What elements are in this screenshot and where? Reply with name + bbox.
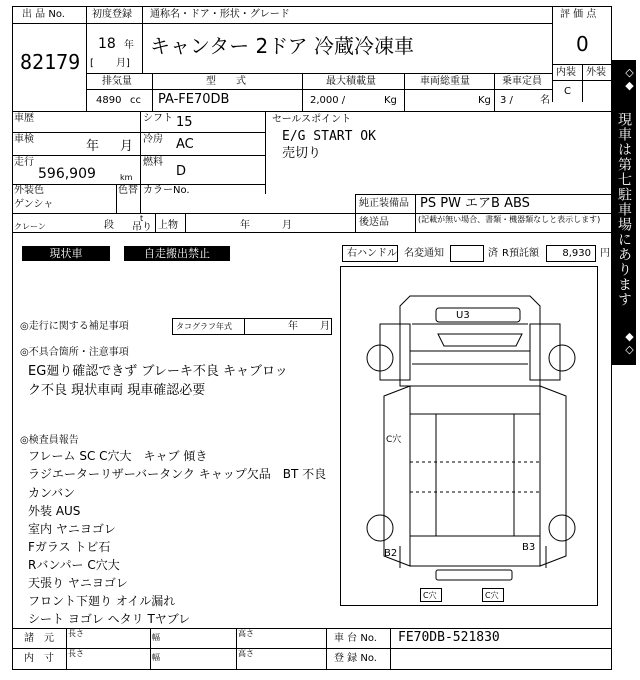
divider bbox=[12, 184, 265, 185]
divider bbox=[326, 628, 327, 670]
interior-grade-label: 内装 bbox=[556, 67, 576, 78]
upper-year: 年 bbox=[240, 220, 250, 231]
aftermarket-label: 後送品 bbox=[359, 217, 389, 228]
tacho-year: 年 bbox=[288, 321, 298, 332]
mark-b3: B3 bbox=[522, 542, 536, 553]
upper-label: 上物 bbox=[158, 220, 178, 231]
displacement-label: 排気量 bbox=[102, 76, 132, 87]
sales-point-line-2: 売切り bbox=[282, 146, 322, 161]
chassis-label: 車 台 No. bbox=[334, 633, 377, 644]
mark-bottom-right: C穴 bbox=[482, 588, 504, 602]
driving-notes-label: ◎走行に関する補足事項 bbox=[20, 321, 129, 332]
mark-bottom-left: C穴 bbox=[420, 588, 442, 602]
inspector-line-4: 外装 AUS bbox=[28, 504, 81, 518]
mark-u3: U3 bbox=[456, 310, 470, 321]
defects-line-2: ク不良 現状車両 現車確認必要 bbox=[28, 383, 206, 398]
side-banner-bottom-mark: ◆◇ bbox=[623, 330, 636, 356]
color-change-label: 色替 bbox=[118, 185, 138, 196]
lot-number: 82179 bbox=[20, 50, 81, 74]
name-change-label: 名変通知 bbox=[404, 248, 444, 259]
recycle-value: 8,930 bbox=[546, 245, 596, 262]
divider bbox=[12, 111, 612, 112]
rear-bumper bbox=[436, 570, 512, 580]
exterior-grade-label: 外装 bbox=[586, 67, 606, 78]
divider bbox=[66, 628, 67, 670]
model-value: PA-FE70DB bbox=[158, 92, 230, 107]
divider bbox=[12, 628, 612, 629]
mileage-unit: km bbox=[120, 173, 133, 182]
interior-width-label: 幅 bbox=[152, 653, 160, 662]
capacity-value: 3 / bbox=[500, 95, 513, 106]
inspector-label: ◎検査員報告 bbox=[20, 435, 79, 446]
sales-point-line-1: E/G START OK bbox=[282, 129, 376, 144]
front-bumper bbox=[436, 308, 520, 322]
current-vehicle-tag: 現状車 bbox=[22, 246, 110, 261]
capacity-unit: 名 bbox=[540, 95, 550, 106]
first-reg-year: 18 bbox=[98, 36, 116, 52]
divider bbox=[12, 232, 612, 233]
chassis-number: FE70DB-521830 bbox=[398, 630, 500, 645]
divider bbox=[390, 628, 391, 670]
divider bbox=[355, 194, 612, 195]
ac-label: 冷房 bbox=[143, 134, 163, 145]
wheel-rear-left bbox=[367, 515, 393, 541]
inspection-label: 車検 bbox=[14, 134, 34, 145]
recycle-label: R預託額 bbox=[502, 248, 539, 259]
divider bbox=[152, 73, 153, 111]
wheel-front-right bbox=[549, 345, 575, 371]
divider bbox=[116, 184, 117, 213]
divider bbox=[236, 628, 237, 670]
divider bbox=[140, 111, 141, 213]
std-equipment-value: PS PW エアB ABS bbox=[420, 196, 530, 211]
divider bbox=[494, 73, 495, 111]
interior-grade: C bbox=[564, 86, 571, 97]
model-label: 型 式 bbox=[206, 76, 246, 87]
wheel-rear-right bbox=[549, 515, 575, 541]
year-unit: 年 bbox=[124, 40, 134, 51]
recycle-unit: 円 bbox=[600, 248, 610, 259]
ext-color-value: ゲンシャ bbox=[14, 199, 54, 210]
spec-height-label: 高さ bbox=[238, 629, 254, 638]
month-unit: 月] bbox=[116, 58, 130, 69]
shift-label: シフト bbox=[143, 113, 173, 124]
truck-diagram bbox=[340, 266, 598, 606]
ext-color-label: 外装色 bbox=[14, 185, 44, 196]
capacity-label: 乗車定員 bbox=[502, 76, 542, 87]
inspector-line-6: Fガラス トビ石 bbox=[28, 540, 111, 554]
grade-label: 評 価 点 bbox=[560, 9, 597, 20]
inspector-line-7: Rバンパー C穴大 bbox=[28, 558, 120, 572]
divider bbox=[142, 6, 143, 73]
std-equipment-label: 純正装備品 bbox=[359, 198, 409, 209]
car-name: キャンター 2ドア 冷蔵冷凍車 bbox=[150, 34, 415, 58]
defects-label: ◎不具合箇所・注意事項 bbox=[20, 347, 129, 358]
aftermarket-note: (記載が無い場合、書類・機器類なしと表示します) bbox=[418, 215, 601, 224]
divider bbox=[244, 318, 245, 335]
divider bbox=[582, 64, 583, 102]
car-name-label: 通称名・ドア・形状・グレード bbox=[150, 9, 290, 20]
shift-value: 15 bbox=[176, 115, 193, 130]
upper-month: 月 bbox=[282, 220, 292, 231]
divider bbox=[86, 73, 552, 74]
cargo-left-panel bbox=[384, 386, 410, 566]
crane-hanging: 吊り bbox=[132, 222, 152, 233]
spec-width-label: 幅 bbox=[152, 633, 160, 642]
side-banner-top-mark: ◇◆ bbox=[623, 66, 636, 92]
inspector-line-9: フロント下廻り オイル漏れ bbox=[28, 594, 176, 608]
divider bbox=[552, 6, 553, 102]
side-banner-text: 現車は第七駐車場にあります bbox=[616, 112, 632, 307]
divider bbox=[185, 213, 186, 232]
tacho-month: 月 bbox=[320, 321, 330, 332]
divider bbox=[86, 6, 87, 111]
divider bbox=[12, 23, 552, 24]
spec-length-label: 長さ bbox=[68, 629, 84, 638]
max-load-label: 最大積載量 bbox=[326, 76, 376, 87]
divider bbox=[404, 73, 405, 111]
defects-line-1: EG廻り確認できず ブレーキ不良 キャブロッ bbox=[28, 364, 288, 379]
cargo-inner-lines bbox=[410, 414, 540, 536]
ac-value: AC bbox=[176, 137, 194, 152]
crane-label: クレーン bbox=[14, 222, 46, 231]
inspector-line-2: ラジエーターリザーバータンク キャップ欠品 BT 不良 bbox=[28, 467, 327, 481]
sales-point-label: セールスポイント bbox=[272, 114, 352, 125]
displacement-value: 4890 bbox=[96, 95, 122, 106]
mileage-value: 596,909 bbox=[38, 166, 96, 182]
cab-box-top-right bbox=[530, 324, 560, 380]
divider bbox=[86, 89, 552, 90]
crane-stage: 段 bbox=[104, 220, 114, 231]
cargo-right-panel bbox=[540, 386, 566, 566]
gross-weight-label: 車両総重量 bbox=[420, 76, 470, 87]
divider bbox=[12, 213, 355, 214]
inspector-line-10: シート ヨゴレ ヘタリ Tヤブレ bbox=[28, 612, 191, 626]
mileage-label: 走行 bbox=[14, 157, 34, 168]
cab-roof-lines bbox=[410, 324, 530, 364]
name-change-box bbox=[450, 245, 484, 262]
divider bbox=[552, 80, 612, 81]
tacho-label: タコグラフ年式 bbox=[176, 322, 232, 331]
divider bbox=[355, 213, 612, 214]
cargo-body bbox=[410, 386, 540, 566]
max-load-unit: Kg bbox=[384, 95, 397, 106]
inspector-line-3: カンバン bbox=[28, 486, 76, 500]
inspector-line-1: フレーム SC C穴大 キャブ 傾き bbox=[28, 449, 208, 463]
crane-ton: t bbox=[140, 214, 144, 223]
divider bbox=[12, 155, 265, 156]
first-reg-label: 初度登録 bbox=[92, 9, 132, 20]
divider bbox=[12, 132, 265, 133]
inspector-line-5: 室内 ヤニヨゴレ bbox=[28, 522, 116, 536]
max-load-value: 2,000 / bbox=[310, 95, 346, 106]
fuel-value: D bbox=[176, 164, 187, 179]
reg-label: 登 録 No. bbox=[334, 653, 377, 664]
spec-label: 諸 元 bbox=[24, 633, 54, 644]
month-bracket-open: [ bbox=[90, 58, 94, 69]
mark-c-hole: C穴 bbox=[386, 435, 402, 445]
windshield bbox=[438, 334, 522, 346]
inspection-month: 月 bbox=[120, 139, 134, 154]
gross-weight-unit: Kg bbox=[478, 95, 491, 106]
cargo-dashes bbox=[410, 462, 540, 492]
divider bbox=[12, 648, 612, 649]
divider bbox=[302, 73, 303, 111]
interior-dim-label: 内 寸 bbox=[24, 653, 54, 664]
interior-height-label: 高さ bbox=[238, 649, 254, 658]
divider bbox=[155, 213, 156, 232]
grade-value: 0 bbox=[576, 32, 589, 56]
history-label: 車歴 bbox=[14, 113, 34, 124]
inspection-year: 年 bbox=[86, 139, 100, 154]
lot-label: 出 品 No. bbox=[22, 9, 65, 20]
displacement-unit: cc bbox=[130, 95, 141, 106]
fuel-label: 燃料 bbox=[143, 157, 163, 168]
interior-length-label: 長さ bbox=[68, 649, 84, 658]
cab-box-top bbox=[380, 324, 410, 380]
divider bbox=[150, 628, 151, 670]
self-drive-ban-tag: 自走搬出禁止 bbox=[124, 246, 230, 261]
color-code-label: カラーNo. bbox=[143, 185, 190, 196]
divider bbox=[265, 111, 266, 194]
recycle-prefix: 済 bbox=[488, 248, 498, 259]
handle-box: 右ハンドル bbox=[342, 245, 398, 262]
mark-b2: B2 bbox=[384, 548, 398, 559]
inspector-line-8: 天張り ヤニヨゴレ bbox=[28, 576, 128, 590]
